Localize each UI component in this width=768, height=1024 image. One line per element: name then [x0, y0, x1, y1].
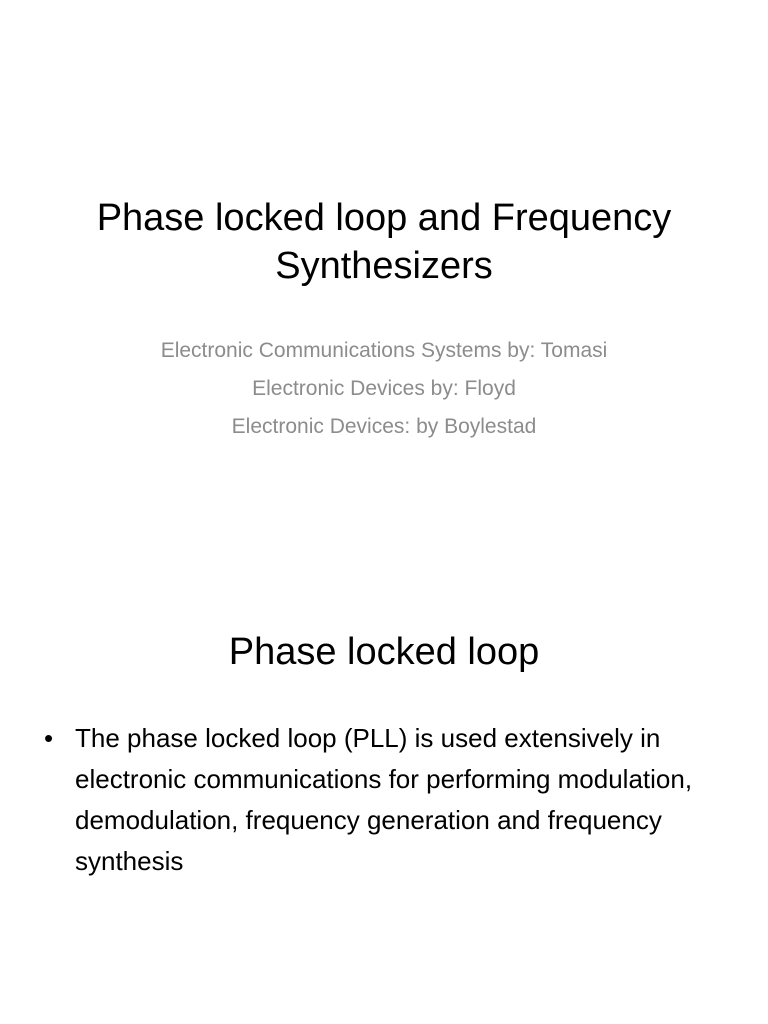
slide-subtitle [40, 332, 728, 446]
slide-title: Phase locked loop [228, 631, 540, 673]
bullet-list [40, 718, 730, 882]
reference-line: Electronic Devices: by Boylestad [231, 415, 537, 438]
slide-title: Phase locked loop and Frequency Synthesizers [96, 197, 672, 287]
bullet-icon: • [44, 723, 54, 753]
content-slide [0, 576, 768, 1024]
bullet-text: The phase locked loop (PLL) is used extensively in electronic communications for performing modulation, demodulation, frequency generation and frequency synthesis [75, 723, 693, 876]
reference-line: Electronic Communications Systems by: Tomasi [160, 339, 608, 362]
reference-line: Electronic Devices by: Floyd [252, 377, 516, 400]
bullet-item [40, 718, 730, 882]
